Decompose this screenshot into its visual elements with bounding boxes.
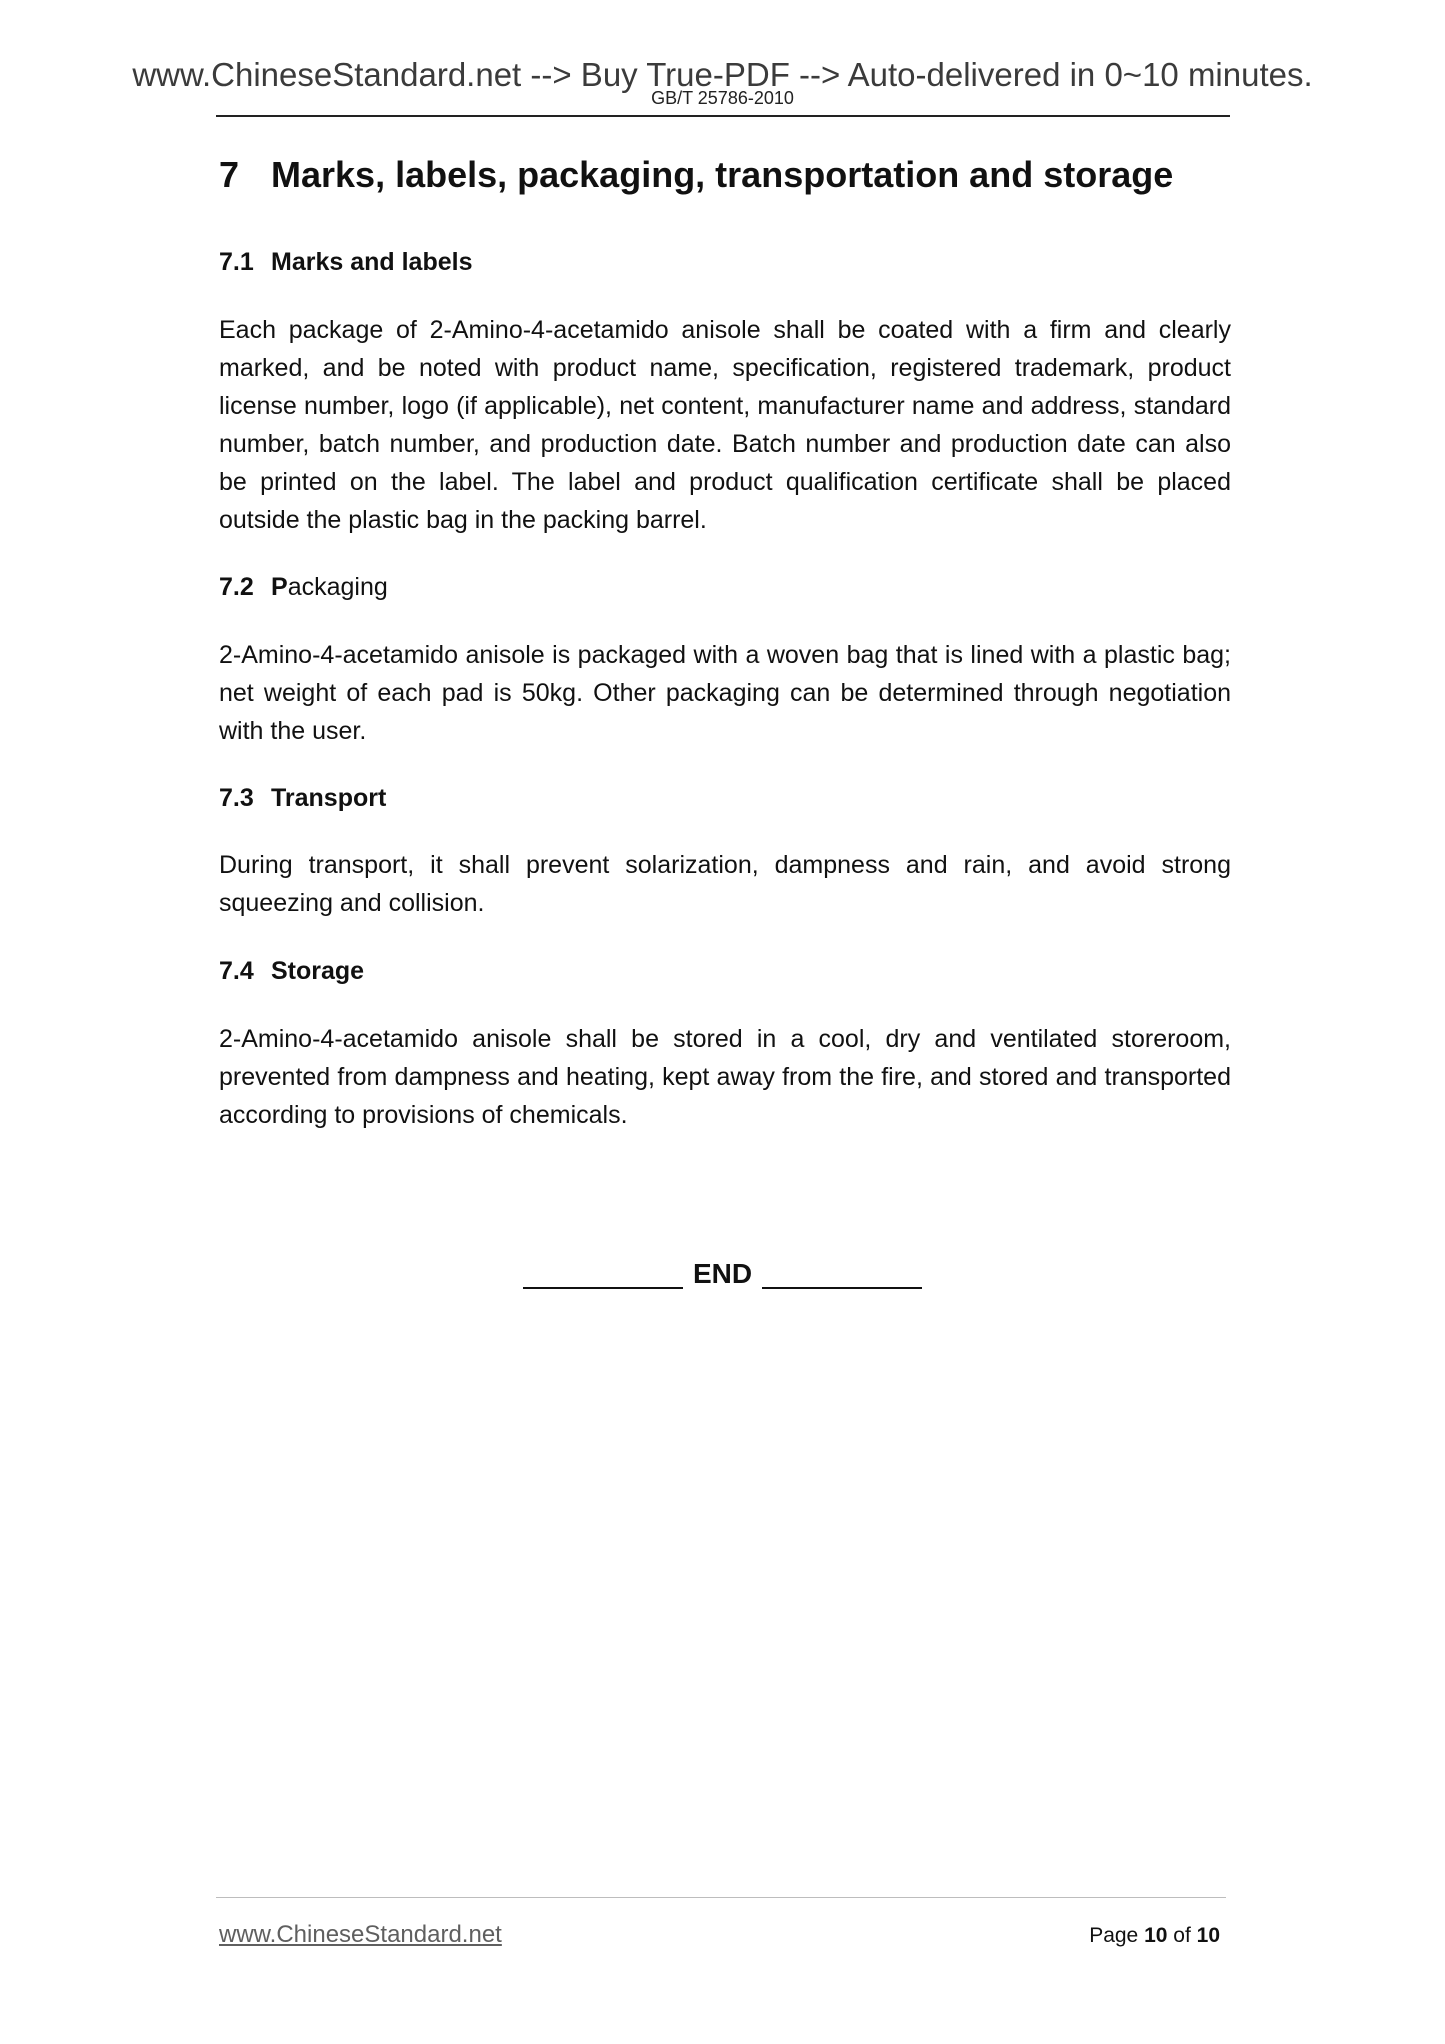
paragraph-marks-labels: Each package of 2-Amino-4-acetamido anisole shall be coated with a firm and clearly marked, and be noted with product name, specification, registered trademark, product license number, logo (if applicable), net content, manufacturer name and address, standard number, batch number, and production date. Batch number and production date can also be printed on the label. The label and product qualification certificate shall be placed outside the plastic bag in the packing barrel. bbox=[219, 316, 1231, 534]
subsection-number: 7.3 bbox=[219, 784, 254, 812]
subsection-number: 7.4 bbox=[219, 957, 254, 985]
paragraph-packaging: 2-Amino-4-acetamido anisole is packaged with a woven bag that is lined with a plastic bag; net weight of each pad is 50kg. Other packaging can be determined through negotiation with the user. bbox=[219, 641, 1231, 745]
page-total: 10 bbox=[1196, 1924, 1220, 1947]
end-marker bbox=[0, 1258, 1445, 1290]
header-divider bbox=[216, 115, 1230, 117]
standard-number: GB/T 25786-2010 bbox=[651, 88, 794, 108]
end-rule-right bbox=[762, 1286, 922, 1289]
footer-divider bbox=[216, 1897, 1226, 1898]
footer-site-link[interactable]: www.ChineseStandard.net bbox=[219, 1921, 502, 1948]
site-banner: www.ChineseStandard.net --> Buy True-PDF --> Auto-delivered in 0~10 minutes. bbox=[132, 56, 1313, 93]
subsection-number: 7.2 bbox=[219, 573, 254, 601]
section-title: Marks, labels, packaging, transportation and storage bbox=[271, 154, 1174, 195]
subsection-title: Transport bbox=[271, 784, 387, 812]
page-label: Page bbox=[1089, 1924, 1139, 1947]
subsection-number: 7.1 bbox=[219, 248, 254, 276]
subsection-title-rest: ackaging bbox=[287, 573, 388, 601]
paragraph-transport: During transport, it shall prevent solarization, dampness and rain, and avoid strong squeezing and collision. bbox=[219, 851, 1231, 917]
subsection-title: Marks and labels bbox=[271, 248, 473, 276]
section-heading bbox=[219, 154, 1173, 196]
page-of: of bbox=[1173, 1924, 1191, 1947]
subsection-heading-packaging bbox=[219, 573, 388, 602]
page-current: 10 bbox=[1144, 1924, 1168, 1947]
page-indicator bbox=[1000, 1924, 1220, 1948]
subsection-title: Storage bbox=[271, 957, 365, 985]
section-number: 7 bbox=[219, 154, 240, 195]
subsection-heading-storage bbox=[219, 957, 364, 986]
paragraph-storage: 2-Amino-4-acetamido anisole shall be stored in a cool, dry and ventilated storeroom, prevented from dampness and heating, kept away from the fire, and stored and transported according to provisions of chemicals. bbox=[219, 1025, 1231, 1129]
subsection-heading-marks-labels bbox=[219, 248, 472, 277]
end-rule-left bbox=[523, 1286, 683, 1289]
subsection-heading-transport bbox=[219, 784, 386, 813]
end-text: END bbox=[692, 1258, 753, 1289]
subsection-title-initial: P bbox=[271, 573, 288, 601]
